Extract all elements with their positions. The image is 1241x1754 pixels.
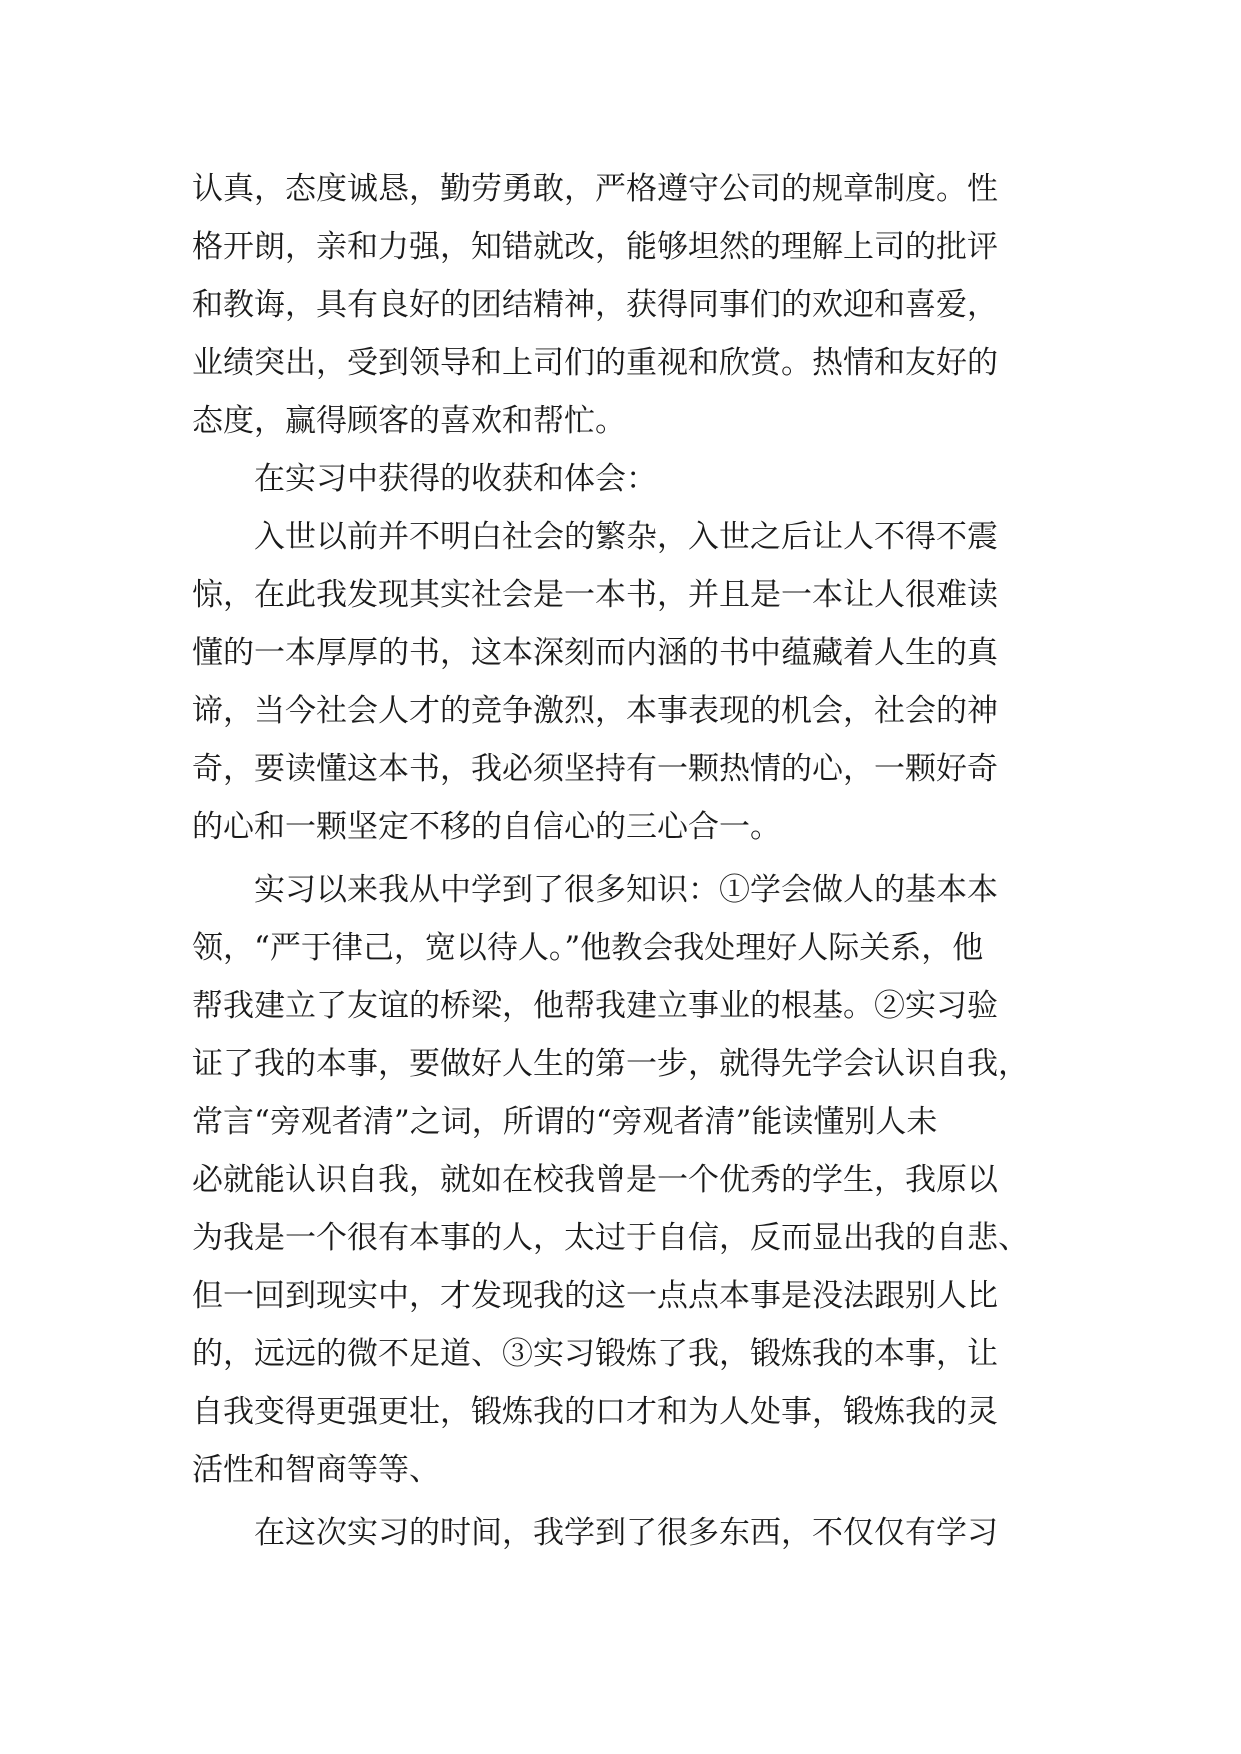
text-line: 自我变得更强更壮，锻炼我的口才和为人处事，锻炼我的灵: [192, 1394, 998, 1430]
text-line: 认真，态度诚恳，勤劳勇敢，严格遵守公司的规章制度。性: [192, 171, 998, 207]
text-line: 帮我建立了友谊的桥梁，他帮我建立事业的根基。②实习验: [192, 988, 998, 1024]
section-heading: 在实习中获得的收获和体会：: [192, 461, 657, 497]
text-line: 必就能认识自我，就如在校我曾是一个优秀的学生，我原以: [192, 1162, 998, 1198]
text-line: 和教诲，具有良好的团结精神，获得同事们的欢迎和喜爱，: [192, 287, 998, 323]
document-body: [192, 160, 1052, 1562]
text-line: 活性和智商等等、: [192, 1452, 440, 1488]
text-line: 入世以前并不明白社会的繁杂，入世之后让人不得不震: [192, 519, 998, 555]
text-line: 在这次实习的时间，我学到了很多东西，不仅仅有学习: [192, 1515, 998, 1551]
text-line: 的心和一颗坚定不移的自信心的三心合一。: [192, 809, 781, 845]
text-line: 但一回到现实中，才发现我的这一点点本事是没法跟别人比: [192, 1278, 998, 1314]
text-line: 懂的一本厚厚的书，这本深刻而内涵的书中蕴藏着人生的真: [192, 635, 998, 671]
text-line: 态度，赢得顾客的喜欢和帮忙。: [192, 403, 626, 439]
text-line: 实习以来我从中学到了很多知识：①学会做人的基本本: [192, 872, 998, 908]
text-line: 业绩突出，受到领导和上司们的重视和欣赏。热情和友好的: [192, 345, 998, 381]
text-line: 格开朗，亲和力强，知错就改，能够坦然的理解上司的批评: [192, 229, 998, 265]
text-line: 惊，在此我发现其实社会是一本书，并且是一本让人很难读: [192, 577, 998, 613]
text-line: 领，“严于律己，宽以待人。”他教会我处理好人际关系，他: [192, 930, 984, 966]
text-line: 谛，当今社会人才的竞争激烈，本事表现的机会，社会的神: [192, 693, 998, 729]
text-line: 为我是一个很有本事的人，太过于自信，反而显出我的自悲、: [192, 1220, 1029, 1256]
text-line: 的，远远的微不足道、③实习锻炼了我，锻炼我的本事，让: [192, 1336, 998, 1372]
text-line: 奇，要读懂这本书，我必须坚持有一颗热情的心，一颗好奇: [192, 751, 998, 787]
text-line: 证了我的本事，要做好人生的第一步，就得先学会认识自我，: [192, 1046, 1029, 1082]
text-line: 常言“旁观者清”之词，所谓的“旁观者清”能读懂别人未: [192, 1104, 938, 1140]
